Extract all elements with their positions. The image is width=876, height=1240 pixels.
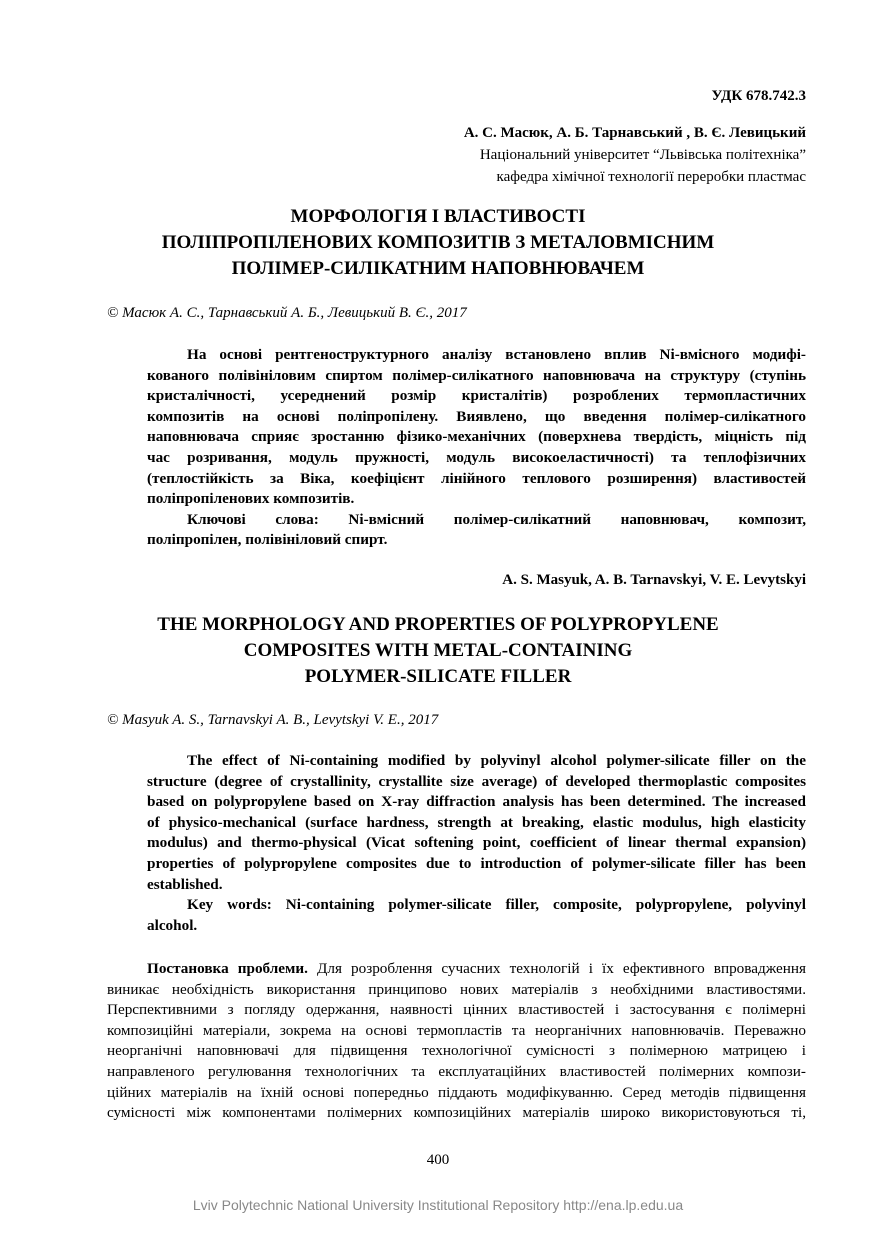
ua-title-line: ПОЛІМЕР-СИЛІКАТНИМ НАПОВНЮВАЧЕМ [231,258,645,279]
ua-title-line: ПОЛІПРОПІЛЕНОВИХ КОМПОЗИТІВ З МЕТАЛОВМІСНИМ [161,232,715,253]
text-line [147,407,806,428]
text-line [147,345,806,366]
en-title [0,612,876,690]
text-line-content: кристалічності, усереднений розмір кристалітів) розроблених термопластичних [147,387,806,405]
text-line-content: Для розроблення сучасних технологій і їх ефективного впровадження [307,960,806,977]
text-line [107,1021,806,1042]
text-line-content: поліпропілен, полівініловий спирт. [147,531,388,549]
en-title-line: THE MORPHOLOGY AND PROPERTIES OF POLYPROPYLENE [157,614,719,635]
text-line-content: The effect of Ni-containing modified by polyvinyl alcohol polymer-silicate filler on the [187,752,806,769]
ua-abstract [147,345,806,551]
text-line [147,751,806,772]
text-line-content: ційних матеріалів на їхній основі попередньо піддають модифікуванню. Серед методів підвищення [107,1083,806,1101]
text-line [147,792,806,813]
ua-affiliation-department: кафедра хімічної технології переробки пластмас [496,169,806,185]
text-line-content: of physico-mechanical (surface hardness, strength at breaking, elastic modulus, high elasticity [147,813,806,831]
text-line-content: поліпропіленових композитів. [147,490,355,508]
text-line-content: наповнювача сприяє зростанню фізико-механічних (поверхнева твердість, міцність під [147,428,806,446]
text-line-content: modulus) and thermo-physical (Vicat softening point, coefficient of linear thermal expansion) [147,834,806,852]
en-copyright: © Masyuk A. S., Tarnavskyi A. B., Levytskyi V. E., 2017 [107,712,439,728]
text-line [107,959,806,980]
body-text [107,959,806,1124]
text-line-content: structure (degree of crystallinity, crystallite size average) of developed thermoplastic composites [147,772,806,790]
text-line [147,895,806,916]
en-abstract [147,751,806,936]
text-line [107,1041,806,1062]
text-line [107,1000,806,1021]
page-number: 400 [426,1152,450,1168]
text-line-content: кованого полівініловим спиртом полімер-силікатного наповнювача на структуру (ступінь [147,366,806,384]
text-line-content: Перспективними з погляду одержання, наявності цінних властивостей і застосування є полімерні [107,1001,806,1019]
text-line-content: properties of polypropylene composites due to introduction of polymer-silicate filler has been [147,854,806,872]
text-line [147,469,806,490]
text-line [147,854,806,875]
text-line-content: композитів на основі поліпропілену. Виявлено, що введення полімер-силікатного [147,407,806,425]
ua-title [0,204,876,282]
ua-title-line: МОРФОЛОГІЯ І ВЛАСТИВОСТІ [290,206,586,227]
text-line [147,530,806,551]
text-line [147,489,806,510]
text-line-content: неорганічні наповнювачі для підвищення технологічної сумісності з полімерною матрицею і [107,1042,806,1060]
text-line-content: (теплостійкість за Віка, коефіцієнт лінійного теплового розширення) властивостей [147,469,806,487]
en-title-line: POLYMER-SILICATE FILLER [304,666,572,687]
text-line [147,386,806,407]
ua-affiliation-university: Національний університет “Львівська політехніка” [479,147,806,163]
udk-code: УДК 678.742.3 [711,88,806,104]
text-line [147,427,806,448]
text-line-content: композиційні матеріали, зокрема на основі термопластів та неорганічних наповнювачів. Переважно [107,1021,806,1039]
en-title-line: COMPOSITES WITH METAL-CONTAINING [243,640,633,661]
text-line-content: сумісності між компонентами полімерних композиційних матеріалів широко використовуються ті, [107,1104,806,1122]
text-line-content: Key words: Ni-containing polymer-silicate filler, composite, polypropylene, polyvinyl [187,896,806,914]
ua-authors: А. С. Масюк, А. Б. Тарнавський , В. Є. Левицький [463,125,806,141]
text-line [107,1103,806,1124]
text-line-content: На основі рентгеноструктурного аналізу встановлено вплив Ni-вмісного модифі- [187,346,806,363]
text-line [147,366,806,387]
text-line-content: виникає необхідність використання принципово нових матеріалів з необхідними властивостями. [107,980,806,998]
repository-footer: Lviv Polytechnic National University Institutional Repository http://ena.lp.edu.ua [192,1197,684,1213]
text-line [107,1083,806,1104]
en-authors: A. S. Masyuk, A. B. Tarnavskyi, V. E. Levytskyi [502,572,806,588]
text-line [147,916,806,937]
text-line [147,510,806,531]
text-line-content: Ключові слова: Ni-вмісний полімер-силікатний наповнювач, композит, [187,510,806,528]
text-line-content: alcohol. [147,916,198,934]
text-line-content: established. [147,875,223,893]
text-line [147,833,806,854]
text-line [147,772,806,793]
text-line-content: based on polypropylene based on X-ray diffraction analysis has been determined. The increased [147,793,806,811]
section-heading: Постановка проблеми. [147,960,308,977]
text-line [147,875,806,896]
text-line [107,1062,806,1083]
text-line [147,813,806,834]
text-line-content: час розривання, модуль пружності, модуль високоеластичності) та теплофізичних [147,448,806,466]
text-line-content: направленого регулювання технологічних та експлуатаційних властивостей полімерних компози- [107,1062,806,1080]
text-line [107,980,806,1001]
ua-copyright: © Масюк А. С., Тарнавський А. Б., Левицький В. Є., 2017 [107,305,467,321]
text-line [147,448,806,469]
